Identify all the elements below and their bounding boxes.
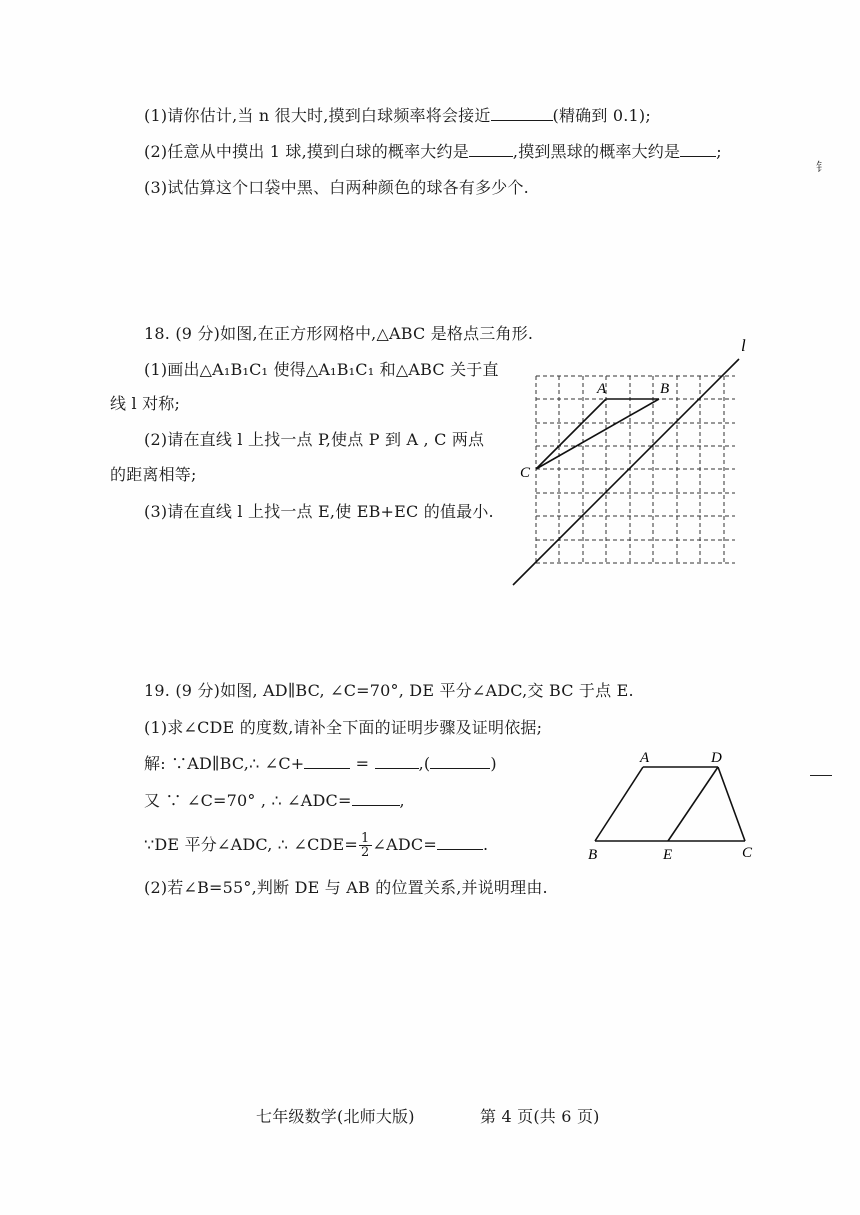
footer-subject: 七年级数学(北师大版) [256, 1107, 415, 1126]
answer-blank[interactable] [430, 754, 490, 769]
grid-lines [536, 376, 735, 563]
q19-title: 19. (9 分)如图, AD∥BC, ∠C=70°, DE 平分∠ADC,交 BC 于点 E. [144, 681, 634, 700]
label-e: E [663, 847, 673, 863]
q18-part1-line1: (1)画出△A₁B₁C₁ 使得△A₁B₁C₁ 和△ABC 关于直 [144, 360, 499, 379]
q19-part1: (1)求∠CDE 的度数,请补全下面的证明步骤及证明依据; [144, 718, 543, 737]
q19-solution-line3: ∵DE 平分∠ADC, ∴ ∠CDE= $\frac{1}{2}$ ∠ADC= . [144, 831, 489, 860]
fraction-one-half: $\frac{1}{2}$ [361, 831, 370, 860]
q19-solution-line1: 解: ∵AD∥BC,∴ ∠C+ = ,( ) [144, 754, 497, 773]
q17-part3: (3)试估算这个口袋中黑、白两种颜色的球各有多少个. [144, 178, 529, 197]
q18-part2-line2: 的距离相等; [110, 465, 197, 484]
edge-mark: 钅 [816, 160, 829, 174]
label-a: A [640, 750, 650, 766]
label-c: C [520, 465, 531, 481]
parallelogram-figure [580, 745, 760, 865]
q19-solution-line2: 又 ∵ ∠C=70° , ∴ ∠ADC= , [144, 791, 405, 810]
label-b: B [660, 381, 670, 397]
label-l: l [741, 336, 746, 355]
q17-part2: (2)任意从中摸出 1 球,摸到白球的概率大约是 ,摸到黑球的概率大约是 ; [144, 142, 722, 161]
q18-part1-line2: 线 l 对称; [110, 394, 181, 413]
answer-blank[interactable] [352, 791, 400, 806]
answer-blank[interactable] [437, 835, 483, 850]
label-b: B [588, 847, 598, 863]
label-d: D [711, 750, 722, 766]
segment-de [668, 767, 718, 841]
answer-blank[interactable] [304, 754, 350, 769]
segment-dc [718, 767, 745, 841]
q18-part2-line1: (2)请在直线 l 上找一点 P,使点 P 到 A , C 两点 [144, 430, 485, 449]
q17-part1: (1)请你估计,当 n 很大时,摸到白球频率将会接近 (精确到 0.1); [144, 106, 651, 125]
answer-blank[interactable] [375, 754, 419, 769]
answer-blank[interactable] [680, 142, 716, 157]
label-c: C [742, 845, 753, 861]
answer-blank[interactable] [469, 142, 513, 157]
label-a: A [597, 381, 607, 397]
q18-part3: (3)请在直线 l 上找一点 E,使 EB+EC 的值最小. [144, 502, 494, 521]
grid-figure [505, 335, 765, 590]
q18-title: 18. (9 分)如图,在正方形网格中,△ABC 是格点三角形. [144, 324, 534, 343]
answer-blank[interactable] [491, 106, 553, 121]
footer-page-number: 第 4 页(共 6 页) [480, 1107, 600, 1126]
q19-part2: (2)若∠B=55°,判断 DE 与 AB 的位置关系,并说明理由. [144, 878, 548, 897]
segment-ab [595, 767, 643, 841]
edge-dash [810, 775, 832, 776]
line-l [513, 359, 739, 585]
